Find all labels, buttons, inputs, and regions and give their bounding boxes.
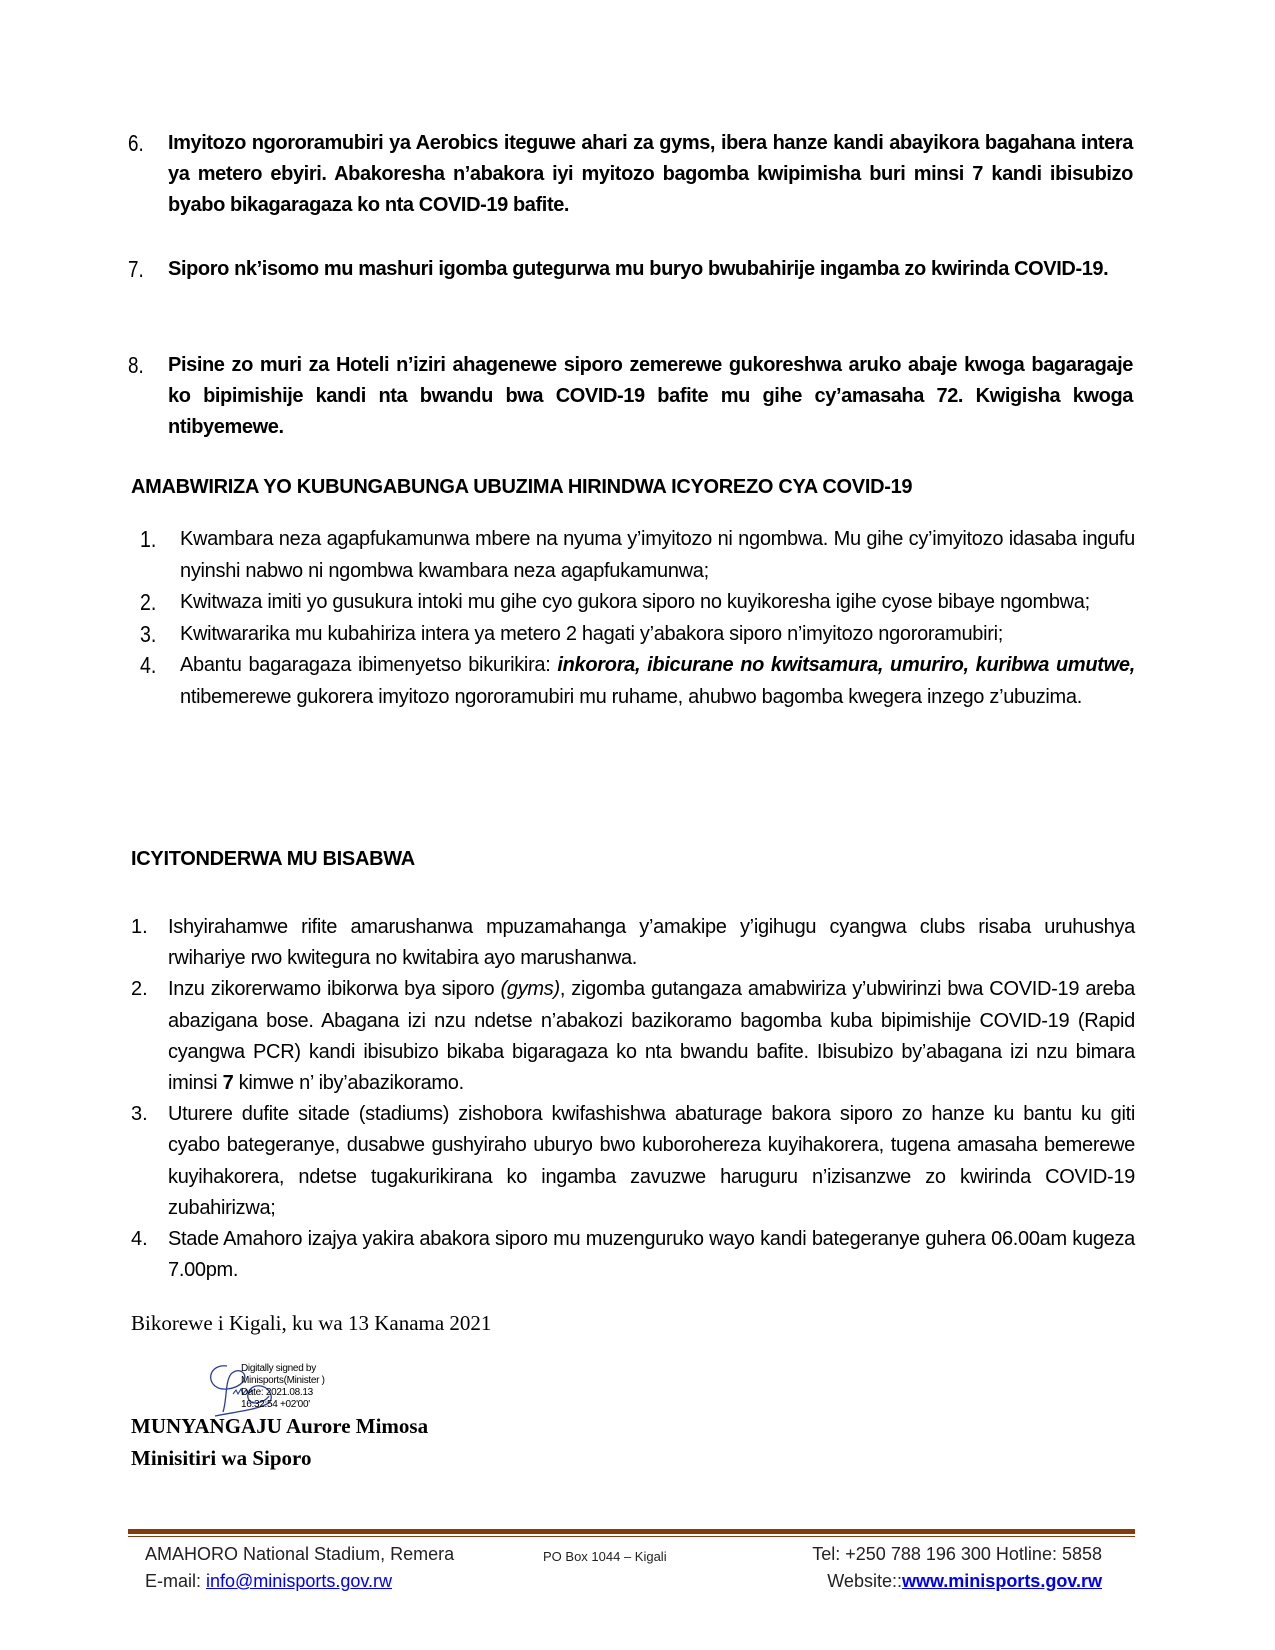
- gyms-italic: (gyms): [500, 978, 560, 1001]
- symptoms-emphasis: inkorora, ibicurane no kwitsamura, umuriro, kuribwa umutwe,: [557, 654, 1135, 676]
- list-item: [131, 1224, 1135, 1286]
- item-number: 8.: [128, 352, 144, 378]
- website-link[interactable]: www.minisports.gov.rw: [901, 1571, 1102, 1591]
- footer-po-box: PO Box 1044 – Kigali: [543, 1549, 667, 1564]
- place-date: Bikorewe i Kigali, ku wa 13 Kanama 2021: [131, 1311, 492, 1335]
- list-item: [140, 619, 1135, 651]
- item-text-mid: , zigomba gutangaza amabwiriza y’ubwirinzi bwa COVID-19 areba abazigana bose. Abagana izi nzu ndetse n’abakozi bazikoramo bagomba kuba bipimishije COVID-19 (Rapid cyangwa PCR) kandi ibisubizo bikaba bigaragaza ko nta bwandu bafite. Ibisubizo by’abagana izi nzu bimara iminsi: [168, 978, 1135, 1095]
- signature-line: Date: 2021.08.13: [241, 1387, 313, 1398]
- website-label: Website::: [827, 1571, 902, 1591]
- item-text-lead: Abantu bagaragaza ibimenyetso bikurikira:: [180, 654, 558, 676]
- item-number: 2.: [131, 978, 148, 1001]
- item-number: 6.: [128, 130, 144, 156]
- footer-email: [145, 1571, 392, 1592]
- item-number: 7.: [128, 256, 144, 282]
- item-text-tail: ntibemerewe gukorera imyitozo ngororamubiri mu ruhame, ahubwo bagomba kwegera inzego z’ubuzima.: [180, 685, 1082, 708]
- list-item: [140, 524, 1135, 587]
- requirements-list: [131, 912, 1135, 1286]
- signature-line: Minisports(Minister ): [241, 1375, 325, 1386]
- list-item: [128, 128, 1133, 221]
- item-text: Pisine zo muri za Hoteli n’iziri ahagenewe siporo zemerewe gukoreshwa aruko abaje kwoga bagaragaje ko bipimishije kandi nta bwandu bwa COVID-19 bafite mu gihe cy’amasaha 72. Kwigisha kwoga ntibyemewe.: [168, 354, 1133, 438]
- item-number: 2.: [140, 589, 157, 615]
- footer-rule-thin: [128, 1536, 1135, 1537]
- item-number: 1.: [131, 916, 148, 938]
- signature-line: Digitally signed by: [241, 1363, 316, 1374]
- list-item: [131, 912, 1135, 974]
- item-number: 1.: [140, 526, 157, 552]
- item-text: Kwitwaza imiti yo gusukura intoki mu gihe cyo gukora siporo no kuyikoresha igihe cyose bibaye ngombwa;: [180, 591, 1090, 613]
- signatory-title: Minisitiri wa Siporo: [131, 1446, 312, 1470]
- digital-signature-info: [241, 1363, 325, 1411]
- item-text: [168, 974, 1135, 1099]
- footer-address: AMAHORO National Stadium, Remera: [145, 1544, 455, 1564]
- item-text: Ishyirahamwe rifite amarushanwa mpuzamahanga y’amakipe y’igihugu cyangwa clubs risaba uruhushya rwihariye rwo kwitegura no kwitabira ayo marushanwa.: [168, 916, 1135, 970]
- list-item: [140, 650, 1135, 713]
- signature-line: 16:32:54 +02'00': [241, 1399, 310, 1410]
- item-text: Uturere dufite sitade (stadiums) zishobora kwifashishwa abaturage bakora siporo zo hanze ku bantu ku giti cyabo bategeranye, dusabwe gushyiraho uburyo bwo kuborohereza kuyihakorera, tugena amasaha bemerewe kuyihakorera, ndetse tugakurikirana ko ingamba zavuzwe haruguru n’izisanzwe zo kwirinda COVID-19 zubahirizwa;: [168, 1103, 1135, 1219]
- section-heading: AMABWIRIZA YO KUBUNGABUNGA UBUZIMA HIRINDWA ICYOREZO CYA COVID-19: [131, 476, 913, 498]
- footer-rule: [128, 1529, 1135, 1534]
- item-number: 3.: [131, 1103, 148, 1126]
- item-text: Kwambara neza agapfukamunwa mbere na nyuma y’imyitozo ni ngombwa. Mu gihe cy’imyitozo idasaba ingufu nyinshi nabwo ni ngombwa kwambara neza agapfukamunwa;: [180, 528, 1135, 582]
- email-link[interactable]: info@minisports.gov.rw: [206, 1571, 393, 1591]
- item-text: [180, 650, 1135, 713]
- item-text: Imyitozo ngororamubiri ya Aerobics iteguwe ahari za gyms, ibera hanze kandi abayikora bagahana intera ya metero ebyiri. Abakoresha n’abakora iyi myitozo bagomba kwipimisha buri minsi 7 kandi ibisubizo byabo bikagaragaza ko nta COVID-19 bafite.: [168, 132, 1133, 216]
- item-text: Stade Amahoro izajya yakira abakora siporo mu muzenguruko wayo kandi bategeranye guhera 06.00am kugeza 7.00pm.: [168, 1228, 1135, 1282]
- list-item: [128, 350, 1133, 443]
- health-guidelines-list: [140, 524, 1135, 713]
- item-text: Siporo nk’isomo mu mashuri igomba gutegurwa mu buryo bwubahirije ingamba zo kwirinda COVID-19.: [168, 258, 1109, 280]
- item-text: Kwitwararika mu kubahiriza intera ya metero 2 hagati y’abakora siporo n’imyitozo ngororamubiri;: [180, 622, 1003, 645]
- item-number: 4.: [131, 1228, 148, 1251]
- footer-telephone: Tel: +250 788 196 300 Hotline: 5858: [812, 1544, 1102, 1564]
- signatory-name: MUNYANGAJU Aurore Mimosa: [131, 1414, 429, 1438]
- item-text-lead: Inzu zikorerwamo ibikorwa bya siporo: [168, 978, 501, 1001]
- email-label: E-mail:: [145, 1571, 207, 1591]
- days-bold: 7: [222, 1072, 234, 1095]
- item-number: 3.: [140, 620, 157, 647]
- item-number: 4.: [140, 652, 157, 678]
- list-item: [131, 974, 1135, 1099]
- list-item: [128, 254, 1133, 285]
- list-item: [140, 587, 1135, 619]
- list-item: [131, 1099, 1135, 1224]
- section-heading: ICYITONDERWA MU BISABWA: [131, 848, 415, 870]
- item-text-tail: kimwe n’ iby’abazikoramo.: [233, 1072, 464, 1095]
- footer-website: [827, 1571, 1102, 1592]
